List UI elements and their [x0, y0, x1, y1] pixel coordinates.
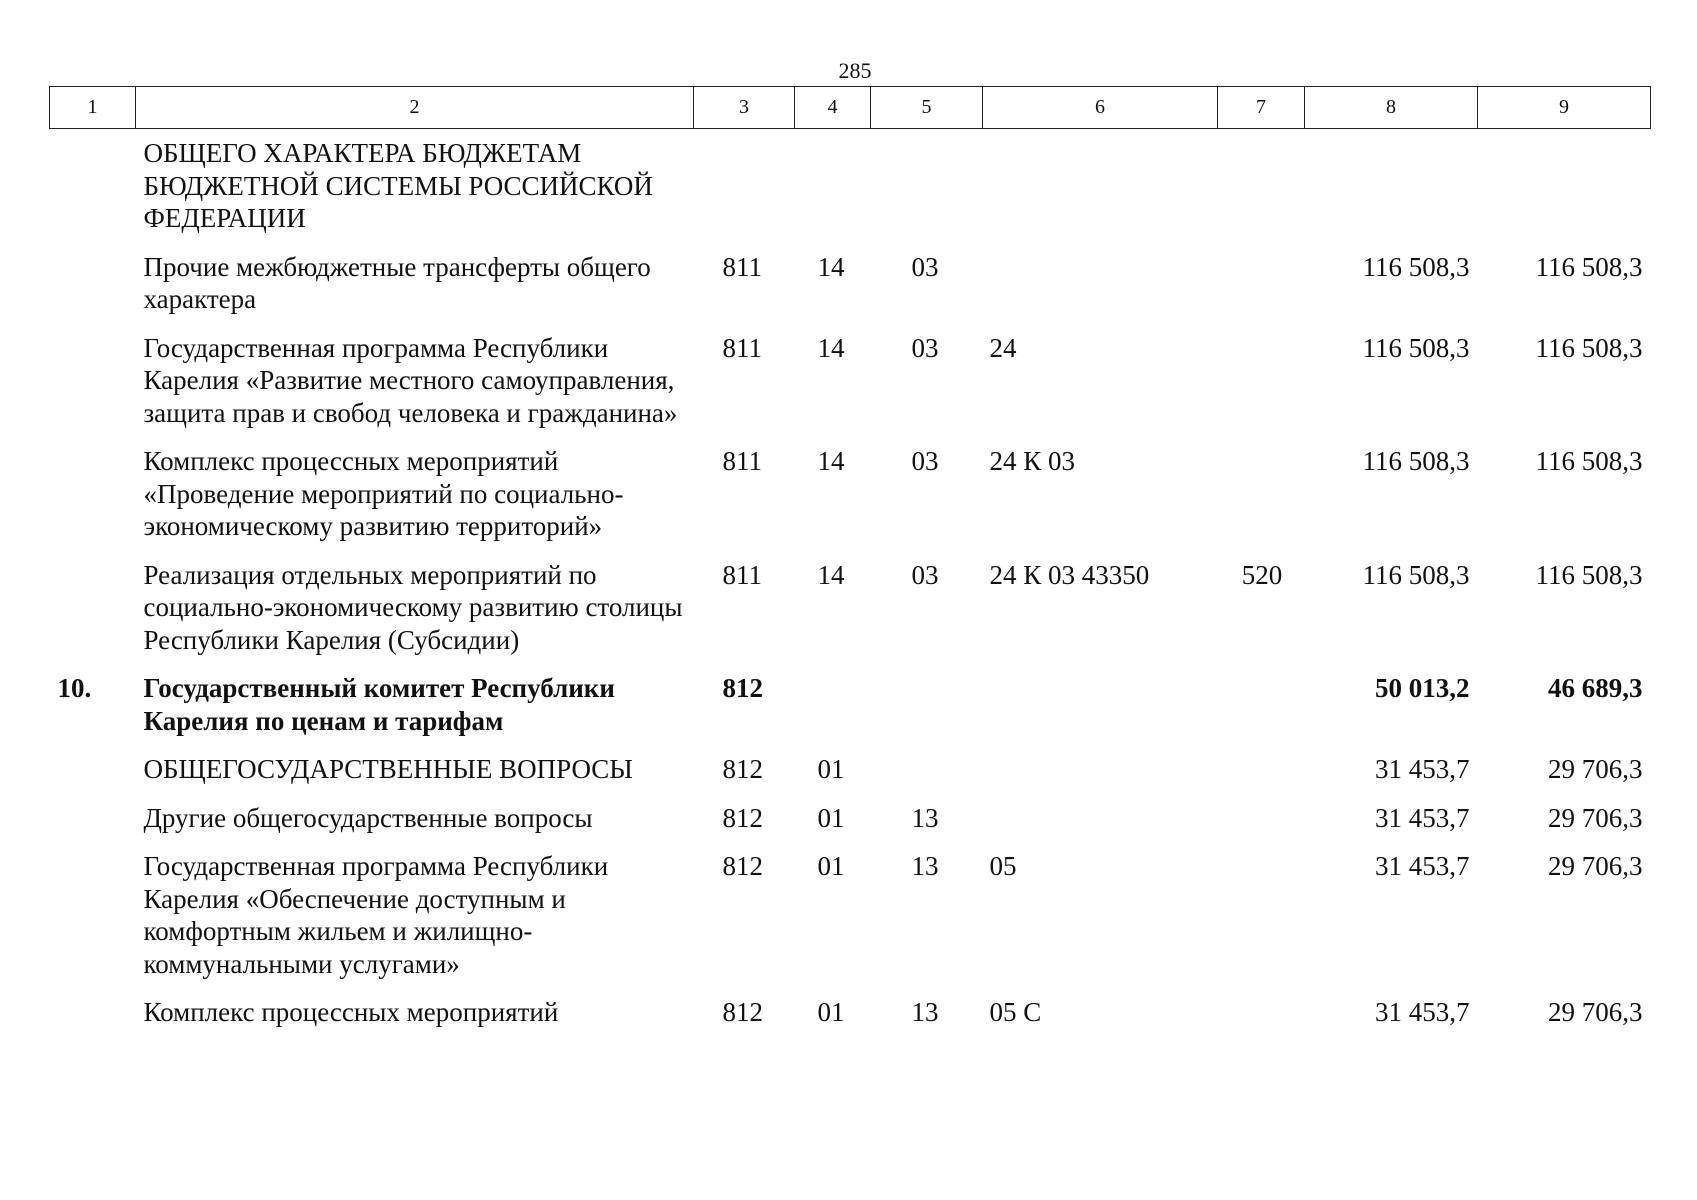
table-row [50, 129, 1651, 251]
row-col-3: 811 [722, 251, 762, 282]
row-col-6 [983, 802, 1218, 851]
row-col-8: 116 508,3 [1362, 559, 1470, 590]
row-name: Комплекс процессных мероприятий «Проведение мероприятий по социально-экономическому развитию территорий» [143, 446, 624, 541]
row-col-4: 14 [817, 446, 845, 476]
row-col-4: 14 [817, 559, 845, 590]
row-col-3: 812 [722, 673, 763, 703]
row-col-5: 03 [911, 332, 939, 363]
row-col-4: 01 [817, 754, 845, 784]
row-col-6: 05 С [989, 997, 1042, 1027]
row-col-3: 811 [722, 332, 762, 363]
row-col-6: 24 К 03 43350 [989, 559, 1150, 590]
row-col-9: 116 508,3 [1535, 559, 1643, 590]
row-col-9 [1478, 129, 1651, 251]
row-col-4: 01 [817, 851, 845, 881]
row-col-7 [1218, 129, 1305, 251]
header-col-3: 3 [694, 87, 795, 129]
row-name: Государственная программа Республики Карелия «Развитие местного самоуправления, защита прав и свобод человека и гражданина» [143, 332, 678, 428]
row-number [50, 996, 136, 1045]
row-name: Государственный комитет Республики Карелия по ценам и тарифам [143, 673, 615, 736]
row-col-6: 24 [989, 332, 1017, 363]
row-col-5: 03 [911, 446, 939, 476]
table-row [50, 753, 1651, 802]
header-col-6: 6 [983, 87, 1218, 129]
row-name: Реализация отдельных мероприятий по социально-экономическому развитию столицы Республики Карелия (Субсидии) [143, 559, 683, 655]
row-col-6 [983, 753, 1218, 802]
row-col-5: 03 [911, 559, 939, 590]
row-col-3 [694, 129, 795, 251]
row-col-5 [871, 753, 983, 802]
row-col-5: 13 [911, 802, 939, 833]
row-number [50, 802, 136, 851]
row-number [50, 753, 136, 802]
row-col-3: 812 [722, 997, 763, 1027]
table-row [50, 559, 1651, 673]
row-col-9: 116 508,3 [1535, 332, 1643, 363]
row-col-9: 116 508,3 [1535, 251, 1643, 282]
row-col-4: 14 [817, 251, 845, 282]
row-number [50, 850, 136, 996]
row-col-6: 05 [989, 851, 1017, 881]
row-col-5: 13 [911, 997, 939, 1027]
row-col-7: 520 [1241, 559, 1283, 590]
row-col-7 [1218, 996, 1305, 1045]
row-number [50, 129, 136, 251]
row-col-3: 812 [722, 802, 763, 833]
row-col-7 [1218, 850, 1305, 996]
table-row [50, 802, 1651, 851]
row-col-6 [983, 251, 1218, 332]
row-name: Другие общегосударственные вопросы [143, 802, 593, 833]
table-row [50, 445, 1651, 559]
row-col-8: 31 453,7 [1375, 997, 1470, 1027]
row-col-7 [1218, 332, 1305, 446]
page-number: 285 [838, 58, 872, 83]
row-col-6: 24 К 03 [989, 446, 1076, 476]
row-col-4: 01 [817, 997, 845, 1027]
table-row [50, 672, 1651, 753]
row-col-3: 812 [722, 851, 763, 881]
row-col-7 [1218, 672, 1305, 753]
header-col-5: 5 [871, 87, 983, 129]
row-col-8: 116 508,3 [1362, 251, 1470, 282]
header-col-4: 4 [795, 87, 871, 129]
row-name: ОБЩЕГО ХАРАКТЕРА БЮДЖЕТАМ БЮДЖЕТНОЙ СИСТЕМЫ РОССИЙСКОЙ ФЕДЕРАЦИИ [143, 138, 653, 233]
row-col-8: 31 453,7 [1375, 754, 1470, 784]
row-number [50, 332, 136, 446]
row-col-9: 29 706,3 [1548, 754, 1643, 784]
row-name: Прочие межбюджетные трансферты общего характера [143, 251, 651, 314]
header-col-8: 8 [1305, 87, 1478, 129]
table-row [50, 332, 1651, 446]
row-col-7 [1218, 445, 1305, 559]
row-col-8: 31 453,7 [1375, 802, 1470, 833]
table-row [50, 996, 1651, 1045]
row-col-4: 01 [817, 802, 845, 833]
row-number [50, 559, 136, 673]
table-row [50, 251, 1651, 332]
table-row [50, 850, 1651, 996]
row-name: Государственная программа Республики Карелия «Обеспечение доступным и комфортным жильем и жилищно-коммунальными услугами» [143, 851, 609, 979]
row-col-9: 29 706,3 [1548, 997, 1643, 1027]
row-number [50, 251, 136, 332]
row-col-3: 812 [722, 754, 763, 784]
row-col-4 [795, 129, 871, 251]
row-col-9: 29 706,3 [1548, 802, 1643, 833]
row-col-7 [1218, 802, 1305, 851]
row-col-4: 14 [817, 332, 845, 363]
header-col-7: 7 [1218, 87, 1305, 129]
row-col-3: 811 [722, 559, 762, 590]
row-col-9: 46 689,3 [1548, 673, 1643, 703]
row-col-6 [983, 129, 1218, 251]
row-number [50, 445, 136, 559]
row-col-9: 116 508,3 [1535, 446, 1643, 476]
row-col-8: 116 508,3 [1362, 446, 1470, 476]
row-name: Комплекс процессных мероприятий [143, 997, 559, 1027]
row-col-9: 29 706,3 [1548, 851, 1643, 881]
row-col-5 [871, 672, 983, 753]
row-col-7 [1218, 753, 1305, 802]
header-col-2: 2 [136, 87, 694, 129]
row-col-7 [1218, 251, 1305, 332]
row-col-8: 50 013,2 [1375, 673, 1470, 703]
row-col-6 [983, 672, 1218, 753]
budget-table [49, 86, 1651, 1045]
row-col-5: 03 [911, 251, 939, 282]
row-col-8: 31 453,7 [1375, 851, 1470, 881]
row-col-5 [871, 129, 983, 251]
row-col-4 [795, 672, 871, 753]
header-col-9: 9 [1478, 87, 1651, 129]
header-col-1: 1 [50, 87, 136, 129]
row-col-5: 13 [911, 851, 939, 881]
header-row [50, 87, 1651, 129]
row-col-8: 116 508,3 [1362, 332, 1470, 363]
row-col-3: 811 [722, 446, 762, 476]
row-col-8 [1305, 129, 1478, 251]
row-number: 10. [57, 673, 92, 703]
row-name: ОБЩЕГОСУДАРСТВЕННЫЕ ВОПРОСЫ [143, 754, 633, 784]
